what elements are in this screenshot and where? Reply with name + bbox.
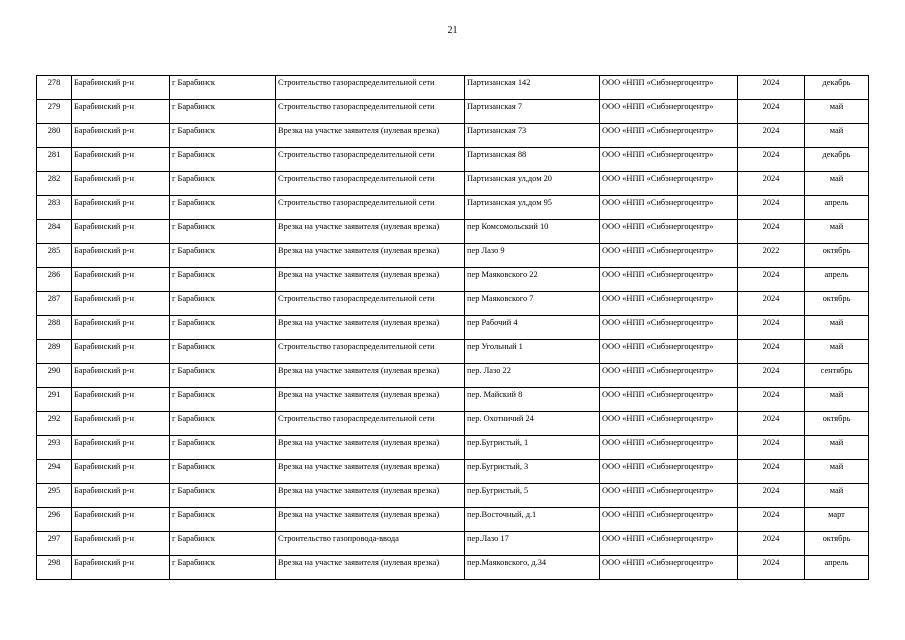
address-cell: пер Угольный 1: [465, 340, 600, 364]
city-cell: г Барабинск: [170, 100, 276, 124]
table-row: [37, 316, 869, 340]
district-cell: Барабинский р-н: [72, 244, 170, 268]
year-cell: 2024: [738, 508, 805, 532]
work-type-cell: Строительство газораспределительной сети: [276, 340, 465, 364]
organization-cell: ООО «НПП «Сибэнергоцентр»: [600, 436, 738, 460]
table-row: [37, 532, 869, 556]
organization-cell: ООО «НПП «Сибэнергоцентр»: [600, 532, 738, 556]
row-number-cell: 289: [37, 340, 72, 364]
work-type-cell: Врезка на участке заявителя (нулевая врезка): [276, 316, 465, 340]
organization-cell: ООО «НПП «Сибэнергоцентр»: [600, 268, 738, 292]
work-type-cell: Врезка на участке заявителя (нулевая врезка): [276, 268, 465, 292]
city-cell: г Барабинск: [170, 412, 276, 436]
work-type-cell: Врезка на участке заявителя (нулевая врезка): [276, 388, 465, 412]
organization-cell: ООО «НПП «Сибэнергоцентр»: [600, 172, 738, 196]
row-number-cell: 281: [37, 148, 72, 172]
month-cell: май: [805, 484, 869, 508]
year-cell: 2024: [738, 172, 805, 196]
work-type-cell: Врезка на участке заявителя (нулевая врезка): [276, 460, 465, 484]
city-cell: г Барабинск: [170, 76, 276, 100]
row-number-cell: 293: [37, 436, 72, 460]
year-cell: 2024: [738, 76, 805, 100]
row-number-cell: 291: [37, 388, 72, 412]
city-cell: г Барабинск: [170, 484, 276, 508]
address-cell: пер.Восточный, д.1: [465, 508, 600, 532]
city-cell: г Барабинск: [170, 436, 276, 460]
district-cell: Барабинский р-н: [72, 460, 170, 484]
district-cell: Барабинский р-н: [72, 196, 170, 220]
district-cell: Барабинский р-н: [72, 532, 170, 556]
row-number-cell: 290: [37, 364, 72, 388]
work-type-cell: Строительство газораспределительной сети: [276, 148, 465, 172]
year-cell: 2024: [738, 340, 805, 364]
address-cell: пер.Бугристый, 1: [465, 436, 600, 460]
organization-cell: ООО «НПП «Сибэнергоцентр»: [600, 340, 738, 364]
month-cell: декабрь: [805, 76, 869, 100]
district-cell: Барабинский р-н: [72, 484, 170, 508]
year-cell: 2022: [738, 244, 805, 268]
row-number-cell: 295: [37, 484, 72, 508]
organization-cell: ООО «НПП «Сибэнергоцентр»: [600, 460, 738, 484]
district-cell: Барабинский р-н: [72, 100, 170, 124]
month-cell: май: [805, 172, 869, 196]
city-cell: г Барабинск: [170, 172, 276, 196]
month-cell: май: [805, 388, 869, 412]
address-cell: Партизанская 7: [465, 100, 600, 124]
row-number-cell: 294: [37, 460, 72, 484]
work-type-cell: Строительство газораспределительной сети: [276, 100, 465, 124]
row-number-cell: 287: [37, 292, 72, 316]
district-cell: Барабинский р-н: [72, 148, 170, 172]
month-cell: май: [805, 124, 869, 148]
city-cell: г Барабинск: [170, 508, 276, 532]
month-cell: октябрь: [805, 244, 869, 268]
month-cell: октябрь: [805, 292, 869, 316]
city-cell: г Барабинск: [170, 364, 276, 388]
month-cell: сентябрь: [805, 364, 869, 388]
table-row: [37, 364, 869, 388]
table-row: [37, 412, 869, 436]
address-cell: пер Лазо 9: [465, 244, 600, 268]
address-cell: пер. Лазо 22: [465, 364, 600, 388]
year-cell: 2024: [738, 388, 805, 412]
table-row: [37, 76, 869, 100]
work-type-cell: Строительство газопровода-ввода: [276, 532, 465, 556]
month-cell: март: [805, 508, 869, 532]
work-type-cell: Строительство газораспределительной сети: [276, 196, 465, 220]
year-cell: 2024: [738, 412, 805, 436]
address-cell: Партизанская 73: [465, 124, 600, 148]
city-cell: г Барабинск: [170, 148, 276, 172]
address-cell: пер Рабочий 4: [465, 316, 600, 340]
organization-cell: ООО «НПП «Сибэнергоцентр»: [600, 220, 738, 244]
year-cell: 2024: [738, 220, 805, 244]
table-row: [37, 460, 869, 484]
city-cell: г Барабинск: [170, 316, 276, 340]
district-cell: Барабинский р-н: [72, 76, 170, 100]
year-cell: 2024: [738, 460, 805, 484]
address-cell: Партизанская ул,дом 20: [465, 172, 600, 196]
city-cell: г Барабинск: [170, 340, 276, 364]
month-cell: декабрь: [805, 148, 869, 172]
year-cell: 2024: [738, 316, 805, 340]
row-number-cell: 296: [37, 508, 72, 532]
month-cell: апрель: [805, 196, 869, 220]
address-cell: пер Маяковского 22: [465, 268, 600, 292]
table-row: [37, 292, 869, 316]
district-cell: Барабинский р-н: [72, 388, 170, 412]
district-cell: Барабинский р-н: [72, 436, 170, 460]
row-number-cell: 285: [37, 244, 72, 268]
month-cell: апрель: [805, 268, 869, 292]
work-type-cell: Врезка на участке заявителя (нулевая врезка): [276, 364, 465, 388]
month-cell: май: [805, 436, 869, 460]
district-cell: Барабинский р-н: [72, 508, 170, 532]
table-row: [37, 436, 869, 460]
district-cell: Барабинский р-н: [72, 124, 170, 148]
month-cell: октябрь: [805, 532, 869, 556]
row-number-cell: 283: [37, 196, 72, 220]
city-cell: г Барабинск: [170, 244, 276, 268]
address-cell: пер. Охотничий 24: [465, 412, 600, 436]
district-cell: Барабинский р-н: [72, 220, 170, 244]
year-cell: 2024: [738, 148, 805, 172]
row-number-cell: 286: [37, 268, 72, 292]
table-row: [37, 244, 869, 268]
organization-cell: ООО «НПП «Сибэнергоцентр»: [600, 244, 738, 268]
work-type-cell: Строительство газораспределительной сети: [276, 76, 465, 100]
organization-cell: ООО «НПП «Сибэнергоцентр»: [600, 124, 738, 148]
city-cell: г Барабинск: [170, 532, 276, 556]
year-cell: 2024: [738, 532, 805, 556]
work-type-cell: Врезка на участке заявителя (нулевая врезка): [276, 484, 465, 508]
page-number: 21: [447, 25, 458, 36]
organization-cell: ООО «НПП «Сибэнергоцентр»: [600, 556, 738, 580]
row-number-cell: 280: [37, 124, 72, 148]
table-row: [37, 172, 869, 196]
organization-cell: ООО «НПП «Сибэнергоцентр»: [600, 412, 738, 436]
year-cell: 2024: [738, 484, 805, 508]
district-cell: Барабинский р-н: [72, 292, 170, 316]
work-type-cell: Врезка на участке заявителя (нулевая врезка): [276, 244, 465, 268]
month-cell: май: [805, 316, 869, 340]
row-number-cell: 288: [37, 316, 72, 340]
year-cell: 2024: [738, 100, 805, 124]
city-cell: г Барабинск: [170, 196, 276, 220]
year-cell: 2024: [738, 268, 805, 292]
year-cell: 2024: [738, 292, 805, 316]
work-type-cell: Врезка на участке заявителя (нулевая врезка): [276, 124, 465, 148]
month-cell: май: [805, 340, 869, 364]
organization-cell: ООО «НПП «Сибэнергоцентр»: [600, 508, 738, 532]
district-cell: Барабинский р-н: [72, 172, 170, 196]
year-cell: 2024: [738, 364, 805, 388]
row-number-cell: 284: [37, 220, 72, 244]
organization-cell: ООО «НПП «Сибэнергоцентр»: [600, 76, 738, 100]
city-cell: г Барабинск: [170, 220, 276, 244]
work-type-cell: Врезка на участке заявителя (нулевая врезка): [276, 508, 465, 532]
month-cell: октябрь: [805, 412, 869, 436]
organization-cell: ООО «НПП «Сибэнергоцентр»: [600, 316, 738, 340]
address-cell: пер.Лазо 17: [465, 532, 600, 556]
organization-cell: ООО «НПП «Сибэнергоцентр»: [600, 484, 738, 508]
work-type-cell: Строительство газораспределительной сети: [276, 412, 465, 436]
organization-cell: ООО «НПП «Сибэнергоцентр»: [600, 292, 738, 316]
year-cell: 2024: [738, 436, 805, 460]
address-cell: пер Комсомольский 10: [465, 220, 600, 244]
registry-table: [36, 75, 869, 580]
row-number-cell: 292: [37, 412, 72, 436]
address-cell: пер.Маяковского, д.34: [465, 556, 600, 580]
city-cell: г Барабинск: [170, 268, 276, 292]
address-cell: пер.Бугристый, 3: [465, 460, 600, 484]
city-cell: г Барабинск: [170, 292, 276, 316]
address-cell: пер. Майский 8: [465, 388, 600, 412]
row-number-cell: 278: [37, 76, 72, 100]
table-row: [37, 556, 869, 580]
year-cell: 2024: [738, 124, 805, 148]
row-number-cell: 297: [37, 532, 72, 556]
address-cell: Партизанская 88: [465, 148, 600, 172]
table-row: [37, 340, 869, 364]
organization-cell: ООО «НПП «Сибэнергоцентр»: [600, 388, 738, 412]
district-cell: Барабинский р-н: [72, 364, 170, 388]
table-body: [37, 76, 869, 580]
month-cell: май: [805, 220, 869, 244]
work-type-cell: Строительство газораспределительной сети: [276, 292, 465, 316]
district-cell: Барабинский р-н: [72, 556, 170, 580]
address-cell: пер.Бугристый, 5: [465, 484, 600, 508]
table-row: [37, 508, 869, 532]
work-type-cell: Строительство газораспределительной сети: [276, 172, 465, 196]
table-row: [37, 100, 869, 124]
city-cell: г Барабинск: [170, 124, 276, 148]
work-type-cell: Врезка на участке заявителя (нулевая врезка): [276, 436, 465, 460]
row-number-cell: 298: [37, 556, 72, 580]
district-cell: Барабинский р-н: [72, 268, 170, 292]
work-type-cell: Врезка на участке заявителя (нулевая врезка): [276, 556, 465, 580]
district-cell: Барабинский р-н: [72, 316, 170, 340]
city-cell: г Барабинск: [170, 556, 276, 580]
row-number-cell: 282: [37, 172, 72, 196]
month-cell: май: [805, 100, 869, 124]
organization-cell: ООО «НПП «Сибэнергоцентр»: [600, 364, 738, 388]
work-type-cell: Врезка на участке заявителя (нулевая врезка): [276, 220, 465, 244]
year-cell: 2024: [738, 196, 805, 220]
table-row: [37, 124, 869, 148]
table-row: [37, 268, 869, 292]
table-row: [37, 220, 869, 244]
month-cell: май: [805, 460, 869, 484]
district-cell: Барабинский р-н: [72, 412, 170, 436]
table-row: [37, 196, 869, 220]
month-cell: апрель: [805, 556, 869, 580]
table-row: [37, 148, 869, 172]
organization-cell: ООО «НПП «Сибэнергоцентр»: [600, 196, 738, 220]
year-cell: 2024: [738, 556, 805, 580]
city-cell: г Барабинск: [170, 388, 276, 412]
address-cell: пер Маяковского 7: [465, 292, 600, 316]
address-cell: Партизанская 142: [465, 76, 600, 100]
district-cell: Барабинский р-н: [72, 340, 170, 364]
address-cell: Партизанская ул,дом 95: [465, 196, 600, 220]
organization-cell: ООО «НПП «Сибэнергоцентр»: [600, 148, 738, 172]
row-number-cell: 279: [37, 100, 72, 124]
table-row: [37, 484, 869, 508]
organization-cell: ООО «НПП «Сибэнергоцентр»: [600, 100, 738, 124]
city-cell: г Барабинск: [170, 460, 276, 484]
table-row: [37, 388, 869, 412]
